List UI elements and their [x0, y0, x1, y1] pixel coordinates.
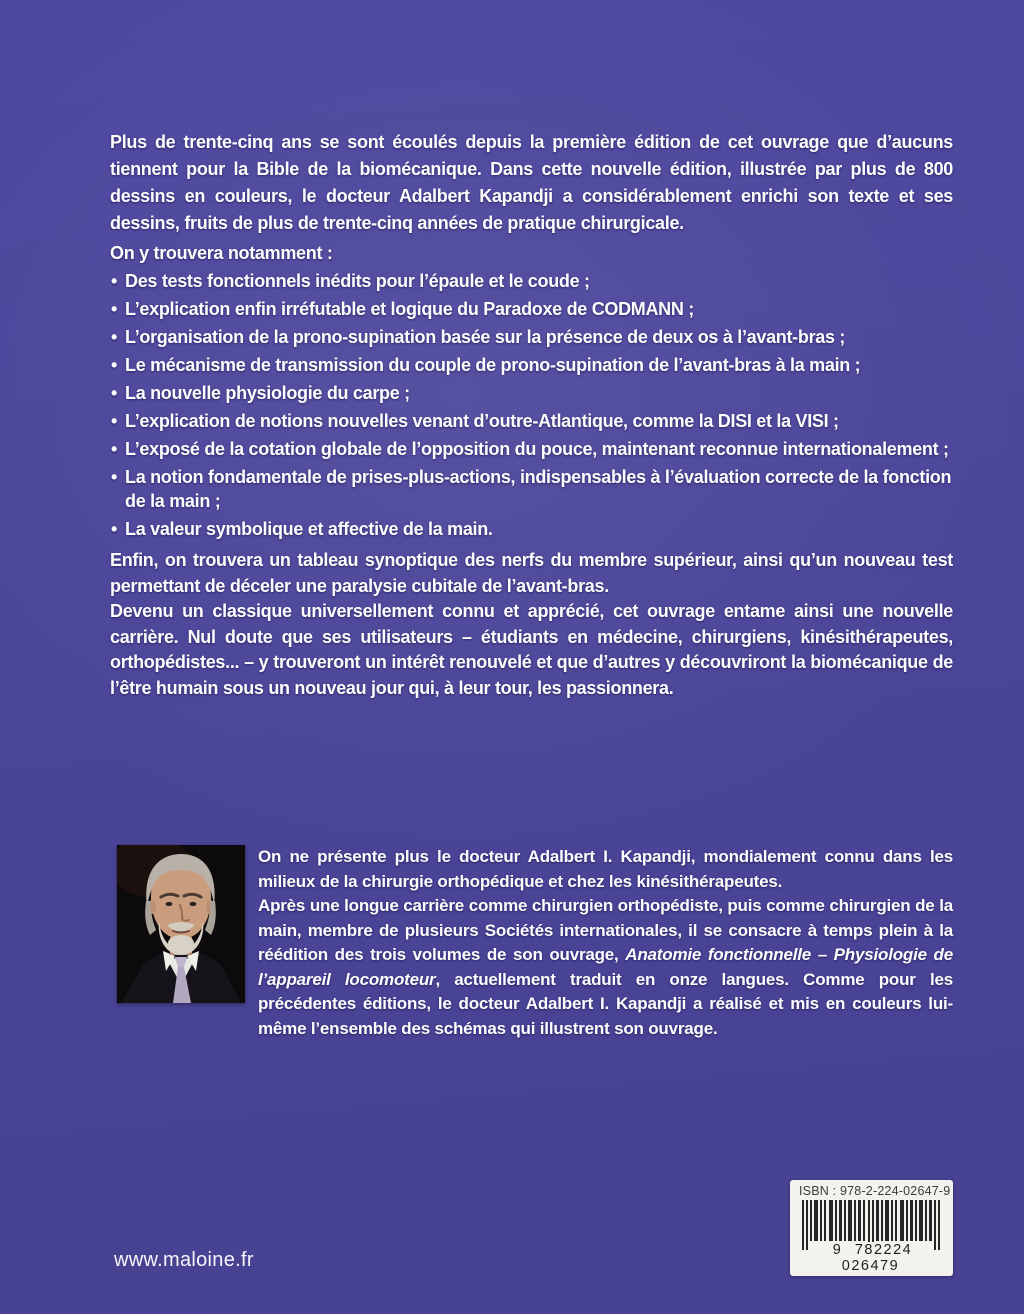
feature-item: • La notion fondamentale de prises-plus-actions, indispensables à l’évaluation correcte de la fonction de la main ;: [110, 465, 953, 513]
author-bio-paragraph-2: [258, 894, 953, 1041]
outro-paragraph-2: Devenu un classique universellement connu et apprécié, cet ouvrage entame ainsi une nouvelle carrière. Nul doute que ses utilisateurs – étudiants en médecine, chirurgiens, kinésithérapeutes, orthopédistes... – y trouveront un intérêt renouvelé et que d’autres y découvriront la biomécanique de l’être humain sous un nouveau jour qui, à leur tour, les passionnera.: [110, 601, 953, 698]
feature-list: [110, 269, 953, 541]
barcode-panel: [790, 1180, 953, 1276]
publisher-website-url: www.maloine.fr: [114, 1249, 254, 1271]
outro-paragraphs: [110, 548, 953, 701]
outro-paragraph-1: Enfin, on trouvera un tableau synoptique des nerfs du membre supérieur, ainsi qu’un nouveau test permettant de déceler une paralysie cubitale de l’avant-bras.: [110, 550, 953, 596]
feature-item: • Le mécanisme de transmission du couple de prono-supination de l’avant-bras à la main ;: [110, 353, 953, 377]
bio-text-after-title: , actuellement traduit en onze langues. Comme pour les précédentes éditions, le docteur Adalbert I. Kapandji a réalisé et mis en couleurs lui-même l’ensemble des schémas qui illustrent son ouvrage.: [258, 969, 953, 1038]
intro-paragraph: Plus de trente-cinq ans se sont écoulés depuis la première édition de cet ouvrage que d’aucuns tiennent pour la Bible de la biomécanique. Dans cette nouvelle édition, illustrée par plus de 800 dessins en couleurs, le docteur Adalbert Kapandji a considérablement enrichi son texte et ses dessins, fruits de plus de trente-cinq années de pratique chirurgicale.: [110, 132, 953, 233]
feature-item: • L’exposé de la cotation globale de l’opposition du pouce, maintenant reconnue internationalement ;: [110, 437, 953, 461]
feature-item: • La nouvelle physiologie du carpe ;: [110, 381, 953, 405]
barcode-digits-text: 9 782224 026479: [832, 1242, 913, 1274]
author-portrait-photo: [117, 845, 245, 1003]
author-bio-text: [258, 845, 953, 1041]
isbn-label: ISBN : 978-2-224-02647-9: [799, 1184, 951, 1198]
author-bio-paragraph-1: On ne présente plus le docteur Adalbert I. Kapandji, mondialement connu dans les milieux de la chirurgie orthopédique et chez les kinésithérapeutes.: [258, 847, 953, 891]
author-bio-section: [117, 845, 953, 1041]
bio-text-before-title: Après une longue carrière comme chirurgien orthopédiste, puis comme chirurgien de la main, membre de plusieurs Sociétés internationales, il se consacre à temps plein à la réédition des trois volumes de son ouvrage,: [258, 896, 953, 964]
feature-item: • L’explication enfin irréfutable et logique du Paradoxe de CODMANN ;: [110, 297, 953, 321]
author-portrait-image: [117, 845, 245, 1003]
book-title: Anatomie fonctionnelle – Physiologie de l’appareil locomoteur: [258, 945, 953, 989]
blurb-section: [110, 129, 953, 701]
feature-item: • L’explication de notions nouvelles venant d’outre-Atlantique, comme la DISI et la VISI ;: [110, 409, 953, 433]
feature-list-heading: On y trouvera notamment :: [110, 243, 333, 263]
feature-item: • L’organisation de la prono-supination basée sur la présence de deux os à l’avant-bras ;: [110, 325, 953, 349]
feature-item: • La valeur symbolique et affective de la main.: [110, 517, 953, 541]
feature-item: • Des tests fonctionnels inédits pour l’épaule et le coude ;: [110, 269, 953, 293]
barcode-digits: [799, 1242, 944, 1274]
